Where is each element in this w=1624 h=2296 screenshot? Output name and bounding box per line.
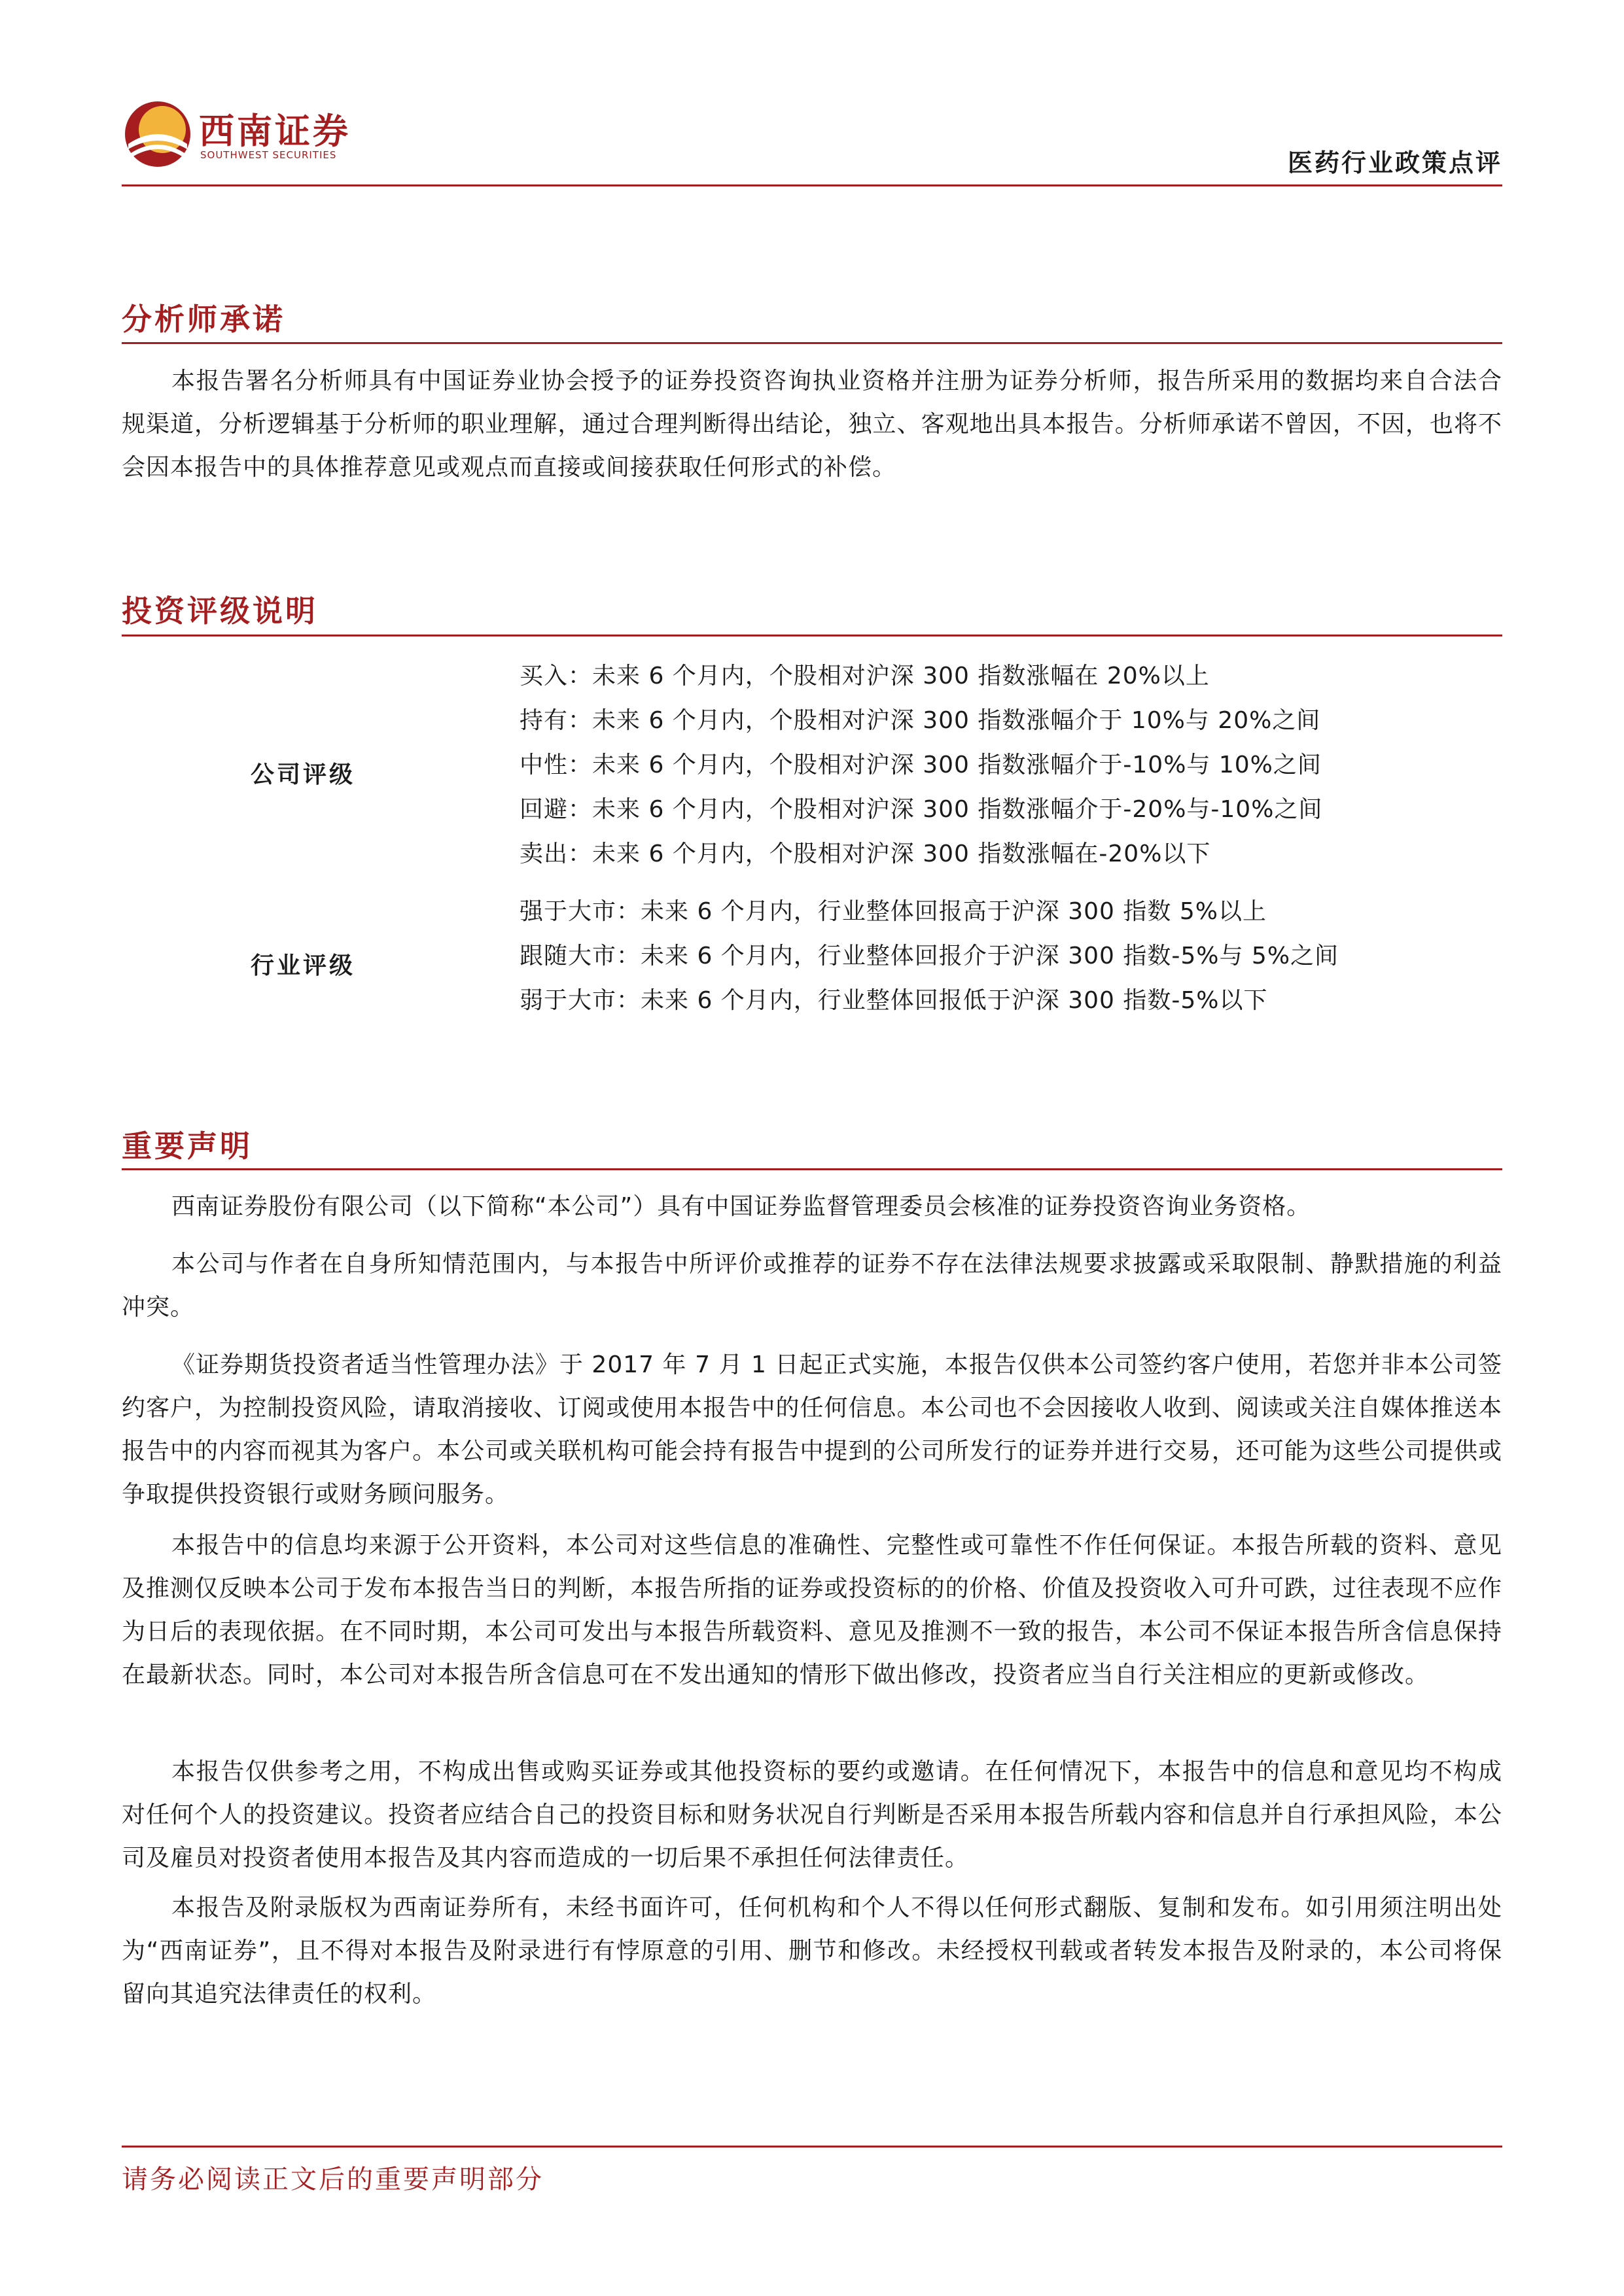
disclaimer-title: 重要声明 [122,1128,253,1164]
disclaimer-section-divider [122,1168,1502,1170]
company-rating-item: 持有：未来 6 个月内，个股相对沪深 300 指数涨幅介于 10%与 20%之间 [520,707,1321,734]
company-rating-item: 回避：未来 6 个月内，个股相对沪深 300 指数涨幅介于-20%与-10%之间 [520,796,1323,823]
disclaimer-paragraph: 本报告中的信息均来源于公开资料，本公司对这些信息的准确性、完整性或可靠性不作任何保证。本报告所载的资料、意见及推测仅反映本公司于发布本报告当日的判断，本报告所指的证券或投资标的的价格、价值及投资收入可升可跌，过往表现不应作为日后的表现依据。在不同时期，本公司可发出与本报告所载资料、意见及推测不一致的报告，本公司不保证本报告所含信息保持在最新状态。同时，本公司对本报告所含信息可在不发出通知的情形下做出修改，投资者应当自行关注相应的更新或修改。 [122,1532,1502,1688]
sun-logo-icon [122,98,194,170]
document-type: 医药行业政策点评 [1287,148,1502,177]
disclaimer-paragraph: 本报告仅供参考之用，不构成出售或购买证券或其他投资标的要约或邀请。在任何情况下，本报告中的信息和意见均不构成对任何个人的投资建议。投资者应结合自己的投资目标和财务状况自行判断是否采用本报告所载内容和信息并自行承担风险，本公司及雇员对投资者使用本报告及其内容而造成的一切后果不承担任何法律责任。 [122,1758,1502,1871]
rating-section-divider [122,635,1502,636]
disclaimer-paragraph: 本公司与作者在自身所知情范围内，与本报告中所评价或推荐的证券不存在法律法规要求披露或采取限制、静默措施的利益冲突。 [122,1251,1502,1321]
company-rating-item: 中性：未来 6 个月内，个股相对沪深 300 指数涨幅介于-10%与 10%之间 [520,752,1322,778]
logo-chinese-name: 西南证券 [199,110,351,152]
company-rating-label: 公司评级 [251,761,356,788]
company-rating-item: 买入：未来 6 个月内，个股相对沪深 300 指数涨幅在 20%以上 [520,663,1210,689]
analyst-commitment-text: 本报告署名分析师具有中国证券业协会授予的证券投资咨询执业资格并注册为证券分析师，报告所采用的数据均来自合法合规渠道，分析逻辑基于分析师的职业理解，通过合理判断得出结论，独立、客观地出具本报告。分析师承诺不曾因，不因，也将不会因本报告中的具体推荐意见或观点而直接或间接获取任何形式的补偿。 [122,368,1502,481]
industry-rating-label: 行业评级 [251,952,356,979]
industry-rating-item: 弱于大市：未来 6 个月内，行业整体回报低于沪深 300 指数-5%以下 [520,987,1268,1014]
footer-divider [122,2146,1502,2148]
analyst-section-divider [122,342,1502,344]
disclaimer-paragraph: 《证券期货投资者适当性管理办法》于 2017 年 7 月 1 日起正式实施，本报告仅供本公司签约客户使用，若您并非本公司签约客户，为控制投资风险，请取消接收、订阅或使用本报告中的任何信息。本公司也不会因接收人收到、阅读或关注自媒体推送本报告中的内容而视其为客户。本公司或关联机构可能会持有报告中提到的公司所发行的证券并进行交易，还可能为这些公司提供或争取提供投资银行或财务顾问服务。 [122,1351,1502,1508]
analyst-commitment-title: 分析师承诺 [122,302,285,337]
disclaimer-paragraph: 西南证券股份有限公司（以下简称“本公司”）具有中国证券监督管理委员会核准的证券投资咨询业务资格。 [171,1193,1311,1220]
industry-rating-item: 跟随大市：未来 6 个月内，行业整体回报介于沪深 300 指数-5%与 5%之间 [520,943,1339,969]
header-divider [122,184,1502,186]
company-logo [122,98,351,170]
rating-title: 投资评级说明 [122,593,318,629]
footer-notice: 请务必阅读正文后的重要声明部分 [122,2165,544,2195]
disclaimer-paragraph: 本报告及附录版权为西南证券所有，未经书面许可，任何机构和个人不得以任何形式翻版、复制和发布。如引用须注明出处为“西南证券”，且不得对本报告及附录进行有悖原意的引用、删节和修改。未经授权刊载或者转发本报告及附录的，本公司将保留向其追究法律责任的权利。 [122,1894,1502,2008]
logo-english-name: SOUTHWEST SECURITIES [200,149,337,161]
industry-rating-item: 强于大市：未来 6 个月内，行业整体回报高于沪深 300 指数 5%以上 [520,898,1267,925]
company-rating-item: 卖出：未来 6 个月内，个股相对沪深 300 指数涨幅在-20%以下 [520,841,1211,867]
